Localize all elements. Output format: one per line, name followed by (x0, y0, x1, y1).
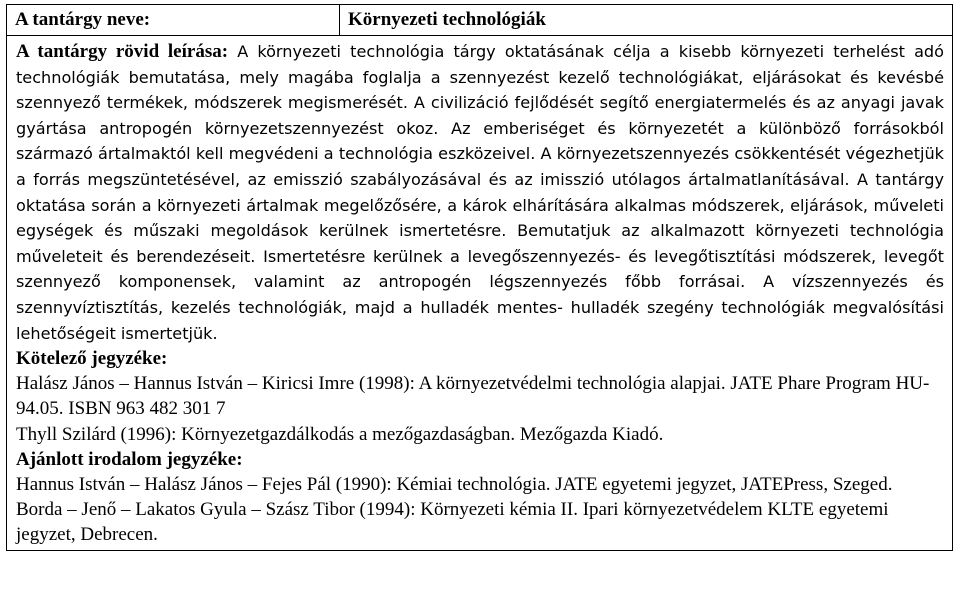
description-label: A tantárgy rövid leírása: (16, 41, 229, 62)
recommended-reading-title: Ajánlott irodalom jegyzéke: (16, 448, 243, 470)
required-reading-item: Halász János – Hannus István – Kiricsi Imre (1998): A környezetvédelmi technológia alapjai. JATE Phare Program HU-94.05. ISBN 963 482 301 7 (16, 373, 930, 420)
subject-row (7, 5, 952, 36)
recommended-reading-item: Hannus István – Halász János – Fejes Pál (1990): Kémiai technológia. JATE egyetemi jegyzet, JATEPress, Szeged. (16, 473, 893, 495)
subject-name-value: Környezeti technológiák (348, 9, 546, 30)
required-reading-item: Thyll Szilárd (1996): Környezetgazdálkodás a mezőgazdaságban. Mezőgazda Kiadó. (16, 423, 664, 445)
course-sheet (6, 4, 953, 551)
recommended-reading-item: Borda – Jenő – Lakatos Gyula – Szász Tibor (1994): Környezeti kémia II. Ipari környezetvédelem KLTE egyetemi jegyzet, Debrecen. (16, 498, 889, 546)
course-description (16, 39, 944, 346)
description-text: A környezeti technológia tárgy oktatásának célja a kisebb környezeti terhelést adó technológiák bemutatása, mely magába foglalja a szennyezést kezelő technológiákat, eljárásokat és kevésbé szennyező termékek, módszerek megismerését. A civilizáció fejlődését segítő energiatermelés és az anyagi javak gyártása antropogén környezetszennyezést okoz. Az emberiséget és környezetét a különböző forrásokból származó ártalmaktól kell megvédeni a technológia eszközeivel. A környezetszennyezés csökkentését végezhetjük a forrás megszüntetésével, az emisszió szabályozásával és az imisszió utólagos ártalmatlanításával. A tantárgy oktatása során a környezeti ártalmak megelőzősére, a károk elhárítására alkalmas módszerek, eljárások, műveleti egységek és műszaki megoldások kerülnek ismertetésre. Bemutatjuk az alkalmazott környezeti technológia műveleteit és berendezéseit. Ismertetésre kerülnek a levegőszennyezés- és levegőtisztítási módszerek, levegőt szennyező komponensek, valamint az antropogén légszennyezés főbb forrásai. A vízszennyezés és szennyvíztisztítás, kezelés technológiák, majd a hulladék mentes- hulladék szegény technológiák megvalósítási lehetőségeit ismertetjük. (16, 42, 944, 343)
subject-name-label: A tantárgy neve: (7, 5, 340, 35)
required-reading-title: Kötelező jegyzéke: (16, 348, 168, 370)
sheet-body (7, 36, 952, 550)
